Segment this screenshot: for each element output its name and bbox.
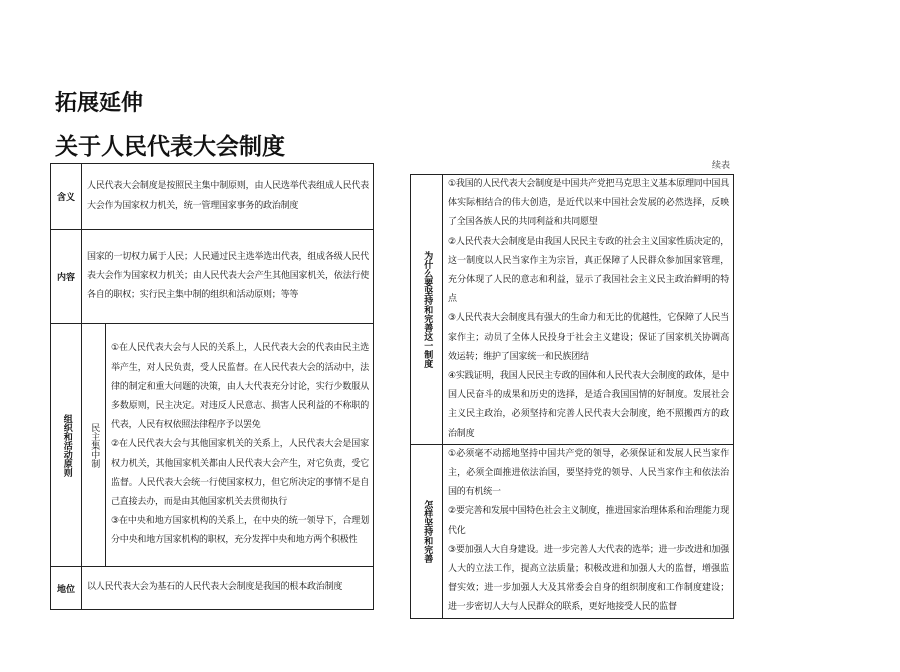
row-label: 怎样坚持和完善	[422, 499, 433, 563]
npc-table-part-2	[410, 174, 734, 619]
table-row-content	[51, 230, 374, 324]
npc-table-part-1	[50, 163, 374, 610]
row-content: 以人民代表大会为基石的人民代表大会制度是我国的根本政治制度	[82, 567, 374, 610]
row-content	[443, 444, 734, 618]
paragraph: ①我国的人民代表大会制度是中国共产党把马克思主义基本原理同中国具体实际相结合的伟大创造，是近代以来中国社会发展的必然选择，反映了全国各族人民的共同利益和共同愿望	[448, 179, 729, 228]
row-label: 地位	[51, 567, 82, 610]
paragraph: ③人民代表大会制度具有强大的生命力和无比的优越性，它保障了人民当家作主；动员了全体人民投身于社会主义建设；保证了国家机关协调高效运转；维护了国家统一和民族团结	[448, 313, 729, 362]
row-label: 为什么要坚持和完善这一制度	[422, 250, 433, 368]
table-row-principles	[51, 324, 374, 567]
row-content	[443, 175, 734, 445]
paragraph: ②在人民代表大会与其他国家机关的关系上，人民代表大会是国家权力机关，其他国家机关都由人民代表大会产生，对它负责，受它监督。人民代表大会统一行使国家权力，但它所决定的事情不是自己直接去办，而是由其他国家机关去贯彻执行	[111, 439, 369, 507]
row-content	[106, 324, 374, 567]
row-label: 含义	[51, 164, 82, 230]
paragraph: ②人民代表大会制度是由我国人民民主专政的社会主义国家性质决定的，这一制度以人民当家作主为宗旨，真正保障了人民群众参加国家管理，充分体现了人民的意志和利益，显示了我国社会主义民主政治鲜明的特点	[448, 236, 729, 305]
paragraph: ①必须毫不动摇地坚持中国共产党的领导，必须保证和发展人民当家作主，必须全面推进依法治国，要坚持党的领导、人民当家作主和依法治国的有机统一	[448, 448, 729, 498]
sub-label-cell	[82, 324, 106, 567]
topic-title: 关于人民代表大会制度	[55, 133, 285, 160]
paragraph: ②要完善和发展中国特色社会主义制度，推进国家治理体系和治理能力现代化	[448, 506, 729, 536]
row-label-cell	[411, 175, 443, 445]
table-row-how	[411, 444, 734, 618]
paragraph: ③在中央和地方国家机构的关系上，在中央的统一领导下，合理划分中央和地方国家机构的职权，充分发挥中央和地方两个积极性	[111, 516, 369, 546]
row-content: 人民代表大会制度是按照民主集中制原则，由人民选举代表组成人民代表大会作为国家权力机关，统一管理国家事务的政治制度	[82, 164, 374, 230]
row-label: 内容	[51, 230, 82, 324]
row-content: 国家的一切权力属于人民；人民通过民主选举选出代表，组成各级人民代表大会作为国家权力机关；由人民代表大会产生其他国家机关，依法行使各自的职权；实行民主集中制的组织和活动原则；等等	[82, 230, 374, 324]
row-label: 组织和活动原则	[61, 413, 72, 477]
continued-label: 续表	[712, 161, 731, 171]
table-row-why	[411, 175, 734, 445]
section-heading: 拓展延伸	[55, 91, 144, 116]
paragraph: ①在人民代表大会与人民的关系上，人民代表大会的代表由民主选举产生，对人民负责，受人民监督。在人民代表大会的活动中，法律的制定和重大问题的决策，由人大代表充分讨论，实行少数服从多数原则，民主决定。对违反人民意志、损害人民利益的不称职的代表，人民有权依照法律程序予以罢免	[111, 343, 369, 431]
paragraph: ④实践证明，我国人民民主专政的国体和人民代表大会制度的政体，是中国人民奋斗的成果和历史的选择，是适合我国国情的好制度。发展社会主义民主政治，必须坚持和完善人民代表大会制度，绝不照搬西方的政治制度	[448, 371, 729, 439]
row-label-cell	[411, 444, 443, 618]
row-label-cell	[51, 324, 82, 567]
paragraph: ③要加强人大自身建设。进一步完善人大代表的选举；进一步改进和加强人大的立法工作，提高立法质量；积极改进和加强人大的监督，增强监督实效；进一步加强人大及其常委会自身的组织制度和工作制度建设；进一步密切人大与人民群众的联系，更好地接受人民的监督	[448, 544, 729, 613]
table-row-status	[51, 567, 374, 610]
table-row-meaning	[51, 164, 374, 230]
sub-label: 民主集中制	[89, 422, 100, 468]
